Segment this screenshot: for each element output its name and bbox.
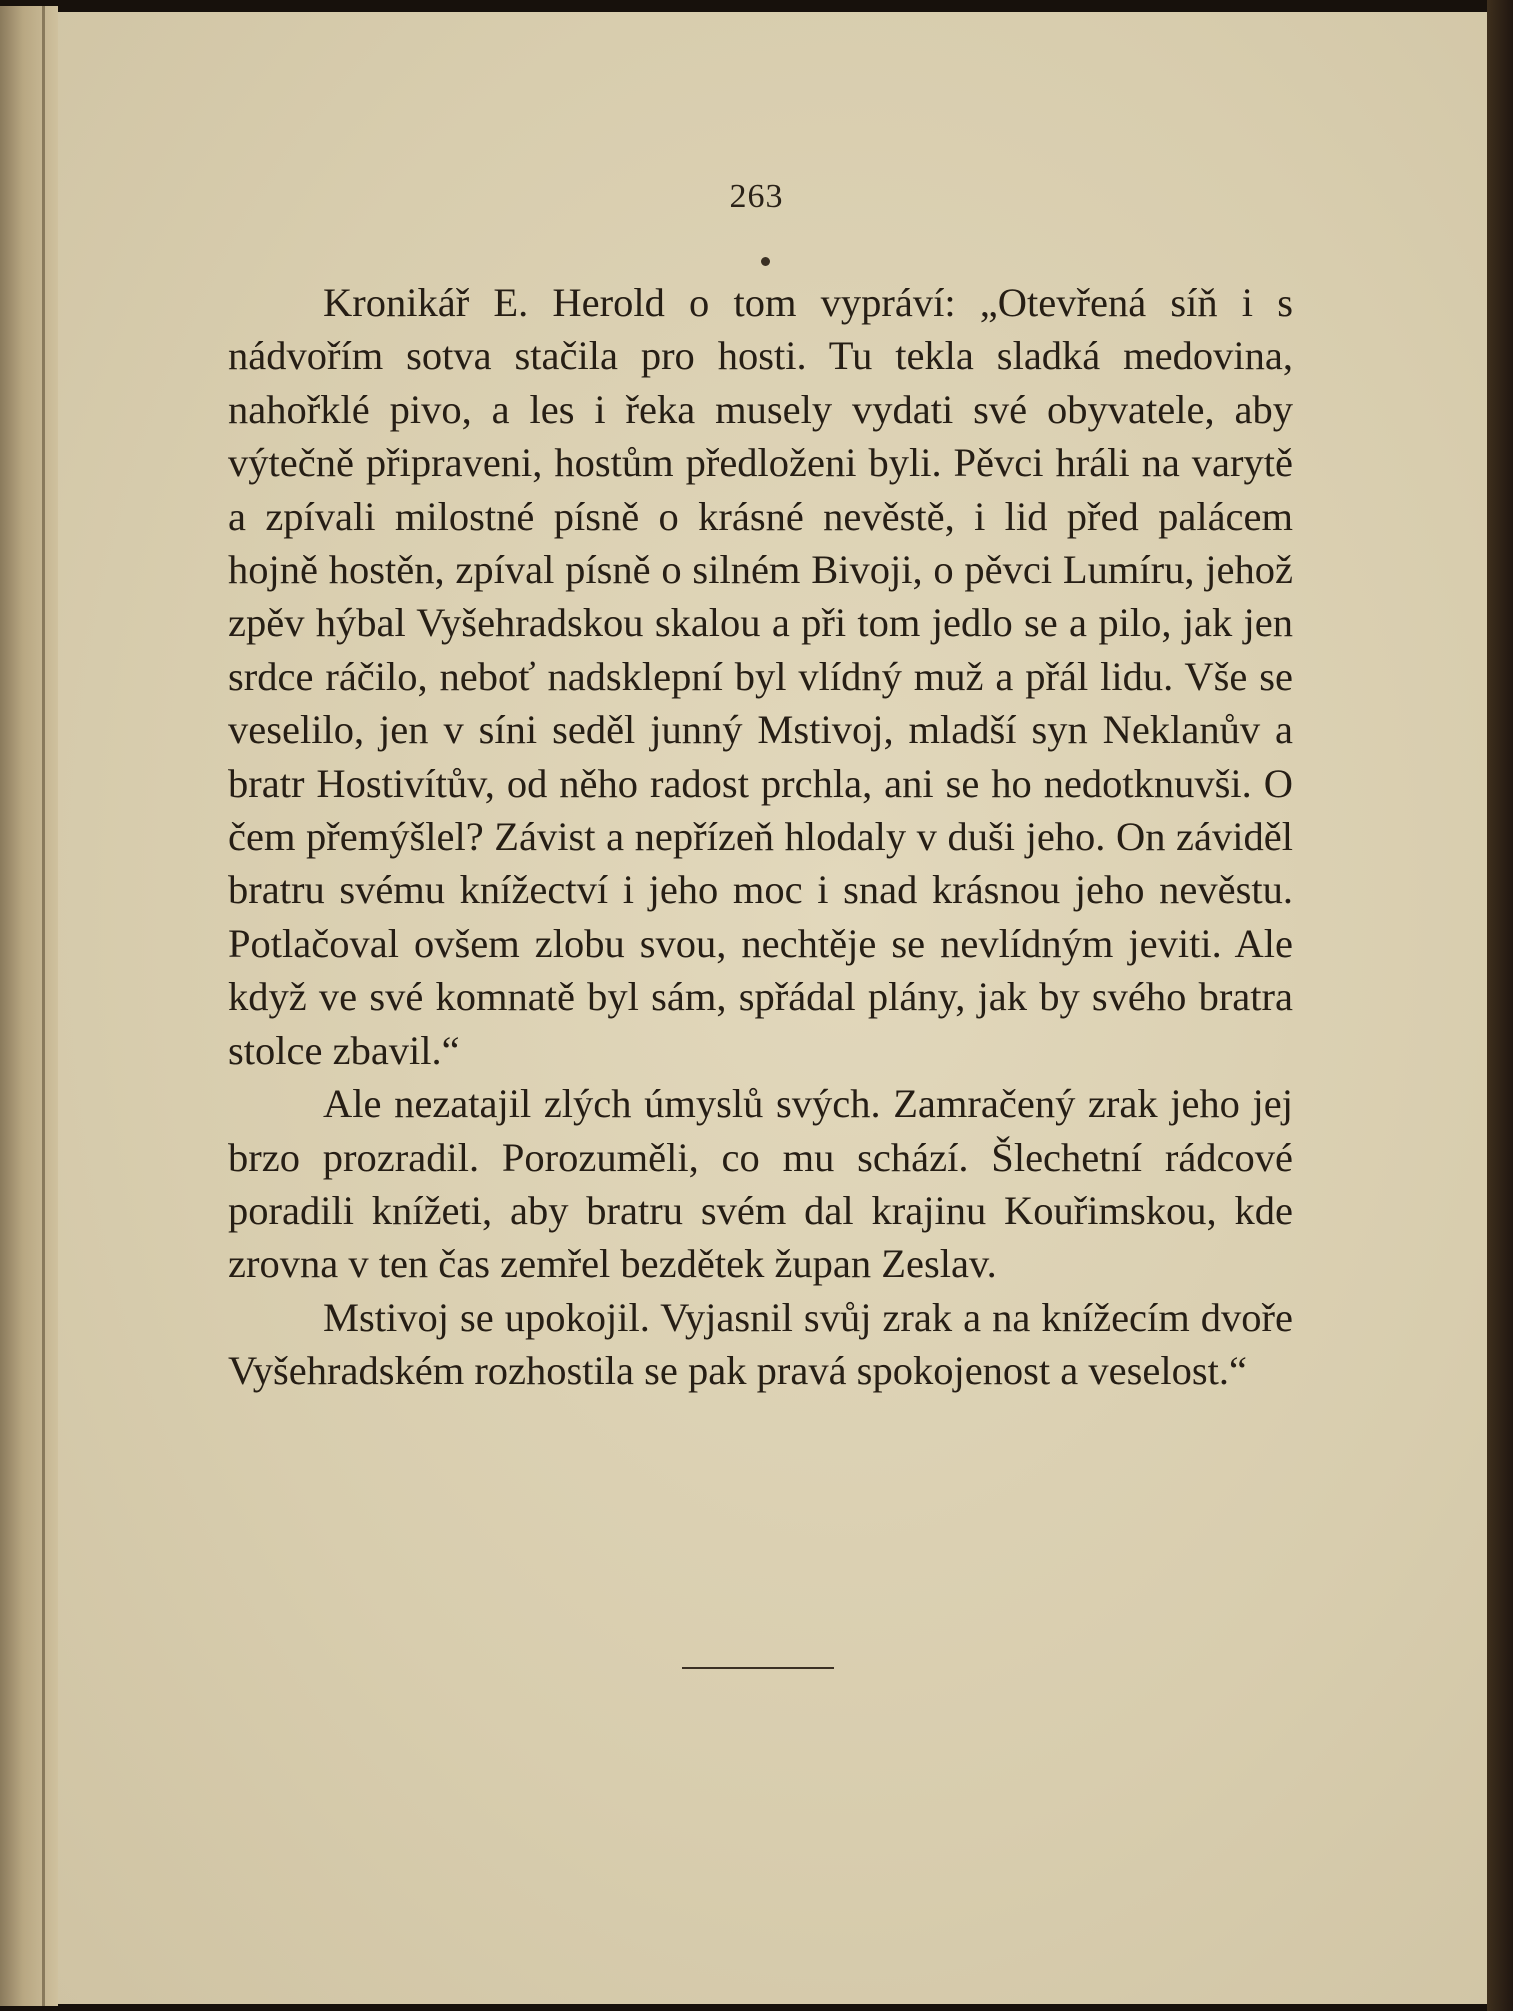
paragraph-3: Mstivoj se upokojil. Vyjasnil svůj zrak a na knížecím dvoře Vyšehradském rozhostila se pak pravá spokojenost a veselost.“ — [228, 1294, 1293, 1394]
paragraph-1: Kronikář E. Herold o tom vypráví: „Otevřená síň i s nádvořím sotva stačila pro hosti. Tu tekla sladká medovina, nahořklé pivo, a les i řeka musely vydati své obyvatele, aby výtečně připraveni, hostům předloženi byli. Pěvci hráli na varytě a zpívali milostné písně o krásné nevěstě, i lid před palácem hojně hostěn, zpíval písně o silném Bivoji, o pěvci Lumíru, jehož zpěv hýbal Vyšehradskou skalou a při tom jedlo se a pilo, jak jen srdce ráčilo, neboť nadsklepní byl vlídný muž a přál lidu. Vše se veselilo, jen v síni seděl junný Mstivoj, mladší syn Neklanův a bratr Hostivítův, od něho radost prchla, ani se ho nedotknuvši. O čem přemýšlel? Závist a nepřízeň hlodaly v duši jeho. On záviděl bratru svému knížectví i jeho moc i snad krásnou jeho nevěstu. Potlačoval ovšem zlobu svou, nechtěje se nevlídným jeviti. Ale když ve své komnatě byl sám, spřádal plány, jak by svého bratra stolce zbavil.“ — [228, 280, 1293, 1073]
body-text — [228, 276, 1293, 1398]
closing-rule — [682, 1667, 834, 1669]
paragraph-2: Ale nezatajil zlých úmyslů svých. Zamračený zrak jeho jej brzo prozradil. Porozuměli, co mu schází. Šlechetní rádcové poradili knížeti, aby bratru svém dal krajinu Kouřimskou, kde zrovna v ten čas zemřel bezdětek župan Zeslav. — [228, 1081, 1293, 1287]
page-binding-edge — [0, 6, 58, 2006]
page-right-edge — [1487, 0, 1513, 2011]
print-speck — [761, 257, 770, 266]
gutter-line — [42, 6, 45, 2006]
page-number: 263 — [729, 178, 784, 215]
